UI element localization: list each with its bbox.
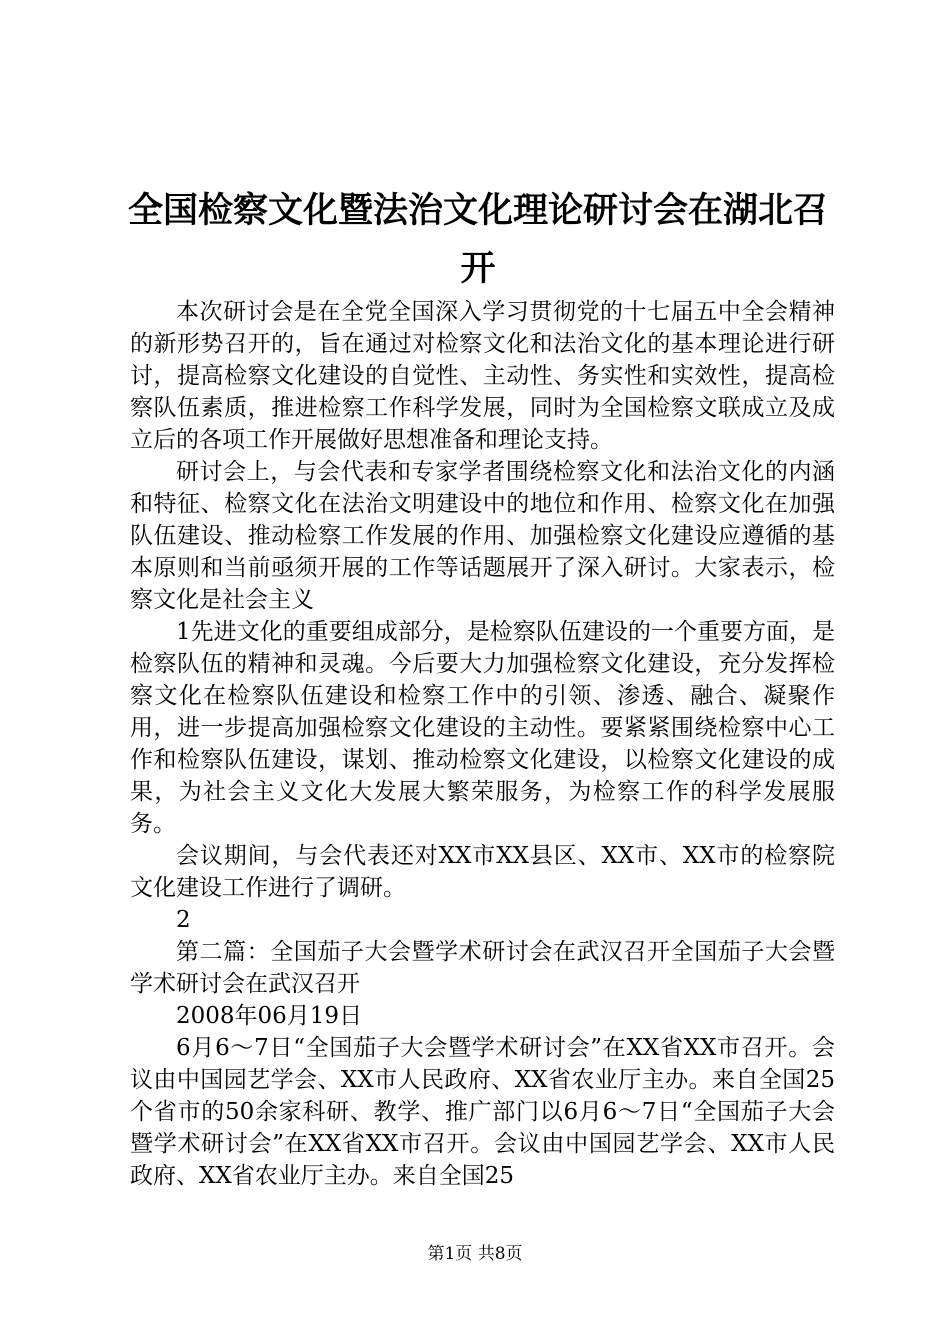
section-heading: 第二篇：全国茄子大会暨学术研讨会在武汉召开全国茄子大会暨学术研讨会在武汉召开	[130, 939, 835, 997]
page-footer: 第1页 共8页	[427, 1244, 523, 1264]
date-line: 2008年06月19日	[176, 1003, 363, 1029]
paragraph: 本次研讨会是在全党全国深入学习贯彻党的十七届五中全会精神的新形势召开的，旨在通过对检察文化和法治文化的基本理论进行研讨，提高检察文化建设的自觉性、主动性、务实性和实效性，提高检察队伍素质，推进检察工作科学发展，同时为全国检察文联成立及成立后的各项工作开展做好思想准备和理论支持。	[130, 299, 835, 453]
paragraph: 研讨会上，与会代表和专家学者围绕检察文化和法治文化的内涵和特征、检察文化在法治文明建设中的地位和作用、检察文化在加强队伍建设、推动检察工作发展的作用、加强检察文化建设应遵循的基本原则和当前亟须开展的工作等话题展开了深入研讨。大家表示，检察文化是社会主义	[130, 459, 835, 613]
page-marker: 2	[176, 907, 191, 933]
paragraph: 会议期间，与会代表还对XX市XX县区、XX市、XX市的检察院文化建设工作进行了调研。	[130, 843, 835, 901]
document-title: 全国检察文化暨法治文化理论研讨会在湖北召开	[127, 191, 828, 289]
document-body	[130, 296, 835, 1192]
paragraph: 1先进文化的重要组成部分，是检察队伍建设的一个重要方面，是检察队伍的精神和灵魂。今后要大力加强检察文化建设，充分发挥检察文化在检察队伍建设和检察工作中的引领、渗透、融合、凝聚作用，进一步提高加强检察文化建设的主动性。要紧紧围绕检察中心工作和检察队伍建设，谋划、推动检察文化建设，以检察文化建设的成果，为社会主义文化大发展大繁荣服务，为检察工作的科学发展服务。	[130, 619, 835, 837]
paragraph: 6月6～7日“全国茄子大会暨学术研讨会”在XX省XX市召开。会议由中国园艺学会、XX市人民政府、XX省农业厅主办。来自全国25个省市的50余家科研、教学、推广部门以6月6～7日“全国茄子大会暨学术研讨会”在XX省XX市召开。会议由中国园艺学会、XX市人民政府、XX省农业厅主办。来自全国25	[130, 1035, 835, 1189]
